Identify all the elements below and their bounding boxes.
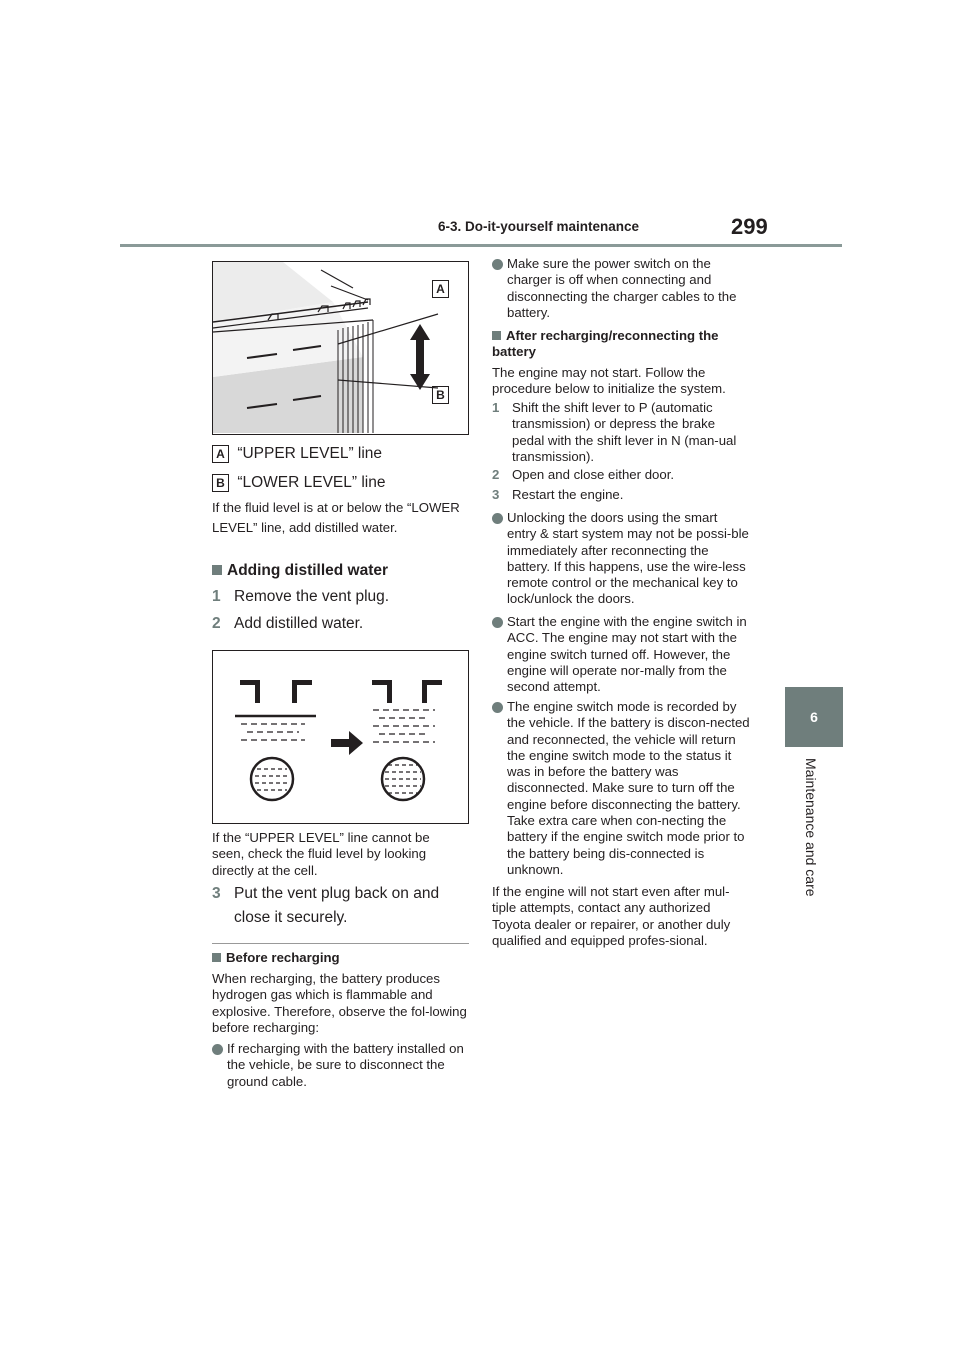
step-number: 1 — [492, 400, 500, 415]
adding-water-figure — [212, 650, 469, 824]
callout-b: B — [432, 386, 449, 404]
step-text: Shift the shift lever to P (automatic transmission) or depress the brake pedal with the shift lever in N (man-ual transmission). — [512, 400, 737, 464]
header-divider — [120, 244, 842, 247]
chapter-label: Maintenance and care — [803, 758, 819, 897]
heading-square-icon — [212, 565, 222, 575]
bullet-text: Start the engine with the engine switch in ACC. The engine may not start with the engine switch turned off. However, the engine will operate nor-mally from the second attempt. — [507, 614, 747, 695]
step-replace-plug — [212, 882, 467, 930]
recharging-text: When recharging, the battery produces hydrogen gas which is flammable and explosive. Therefore, observe the fol-lowing before recharging: — [212, 971, 467, 1035]
bullet-text: Make sure the power switch on the charger is off when connecting and disconnecting the charger cables to the battery. — [507, 256, 737, 320]
legend-lower — [212, 472, 385, 494]
battery-level-figure — [212, 261, 469, 435]
heading-square-icon — [212, 953, 221, 962]
closing-text: If the engine will not start even after mul-tiple attempts, contact any authorized Toyota dealer or repairer, or another duly qualified and equipped profes-sional. — [492, 884, 731, 948]
legend-text-a: “UPPER LEVEL” line — [237, 445, 383, 462]
after-heading — [492, 328, 750, 361]
adding-heading-text: Adding distilled water — [227, 562, 389, 579]
power-switch-bullet — [492, 256, 750, 321]
after-heading-text: After recharging/reconnecting the battery — [492, 328, 719, 360]
adding-water-illustration — [213, 651, 467, 822]
legend-upper — [212, 443, 382, 465]
step-number: 1 — [212, 588, 221, 605]
unlocking-bullet — [492, 510, 750, 608]
bullet-text: The engine switch mode is recorded by the vehicle. If the battery is discon-nected and reconnected, the vehicle will return the engine switch mode to the status it was in before the battery was disconnected. Make sure to turn off the engine before disconnecting the battery. Take extra care when con-necting the battery if the engine switch mode prior to the battery being dis-connected is unknown. — [507, 699, 750, 877]
step-number: 2 — [492, 467, 500, 482]
bullet-dot-icon — [492, 259, 503, 270]
step-text: Open and close either door. — [512, 467, 675, 482]
step-text: Remove the vent plug. — [234, 588, 390, 605]
bullet-dot-icon — [212, 1044, 223, 1055]
after-text: The engine may not start. Follow the procedure below to initialize the system. — [492, 365, 726, 397]
step-remove-plug — [212, 586, 467, 608]
legend-key-b: B — [212, 474, 229, 492]
acc-bullet — [492, 614, 750, 695]
section-title: 6-3. Do-it-yourself maintenance — [438, 219, 640, 234]
recharging-heading — [212, 950, 340, 966]
recharging-heading-text: Before recharging — [226, 950, 340, 965]
step-open-door — [492, 467, 750, 483]
bullet-text: If recharging with the battery installed on the vehicle, be sure to disconnect the ground cable. — [227, 1041, 464, 1089]
upper-level-note: If the “UPPER LEVEL” line cannot be seen, check the fluid level by looking directly at the cell. — [212, 830, 430, 878]
page-number: 299 — [731, 214, 768, 239]
step-text: Put the vent plug back on and close it securely. — [234, 885, 440, 926]
step-add-water — [212, 613, 467, 635]
step-number: 3 — [212, 885, 221, 902]
switch-mode-bullet — [492, 699, 750, 878]
step-restart-engine — [492, 487, 750, 503]
fluid-note: If the fluid level is at or below the “LOWER LEVEL” line, add distilled water. — [212, 500, 460, 535]
battery-level-illustration — [213, 262, 467, 433]
recharging-bullet — [212, 1041, 467, 1090]
callout-a: A — [432, 280, 449, 298]
step-text: Add distilled water. — [234, 615, 364, 632]
step-text: Restart the engine. — [512, 487, 624, 502]
bullet-dot-icon — [492, 513, 503, 524]
adding-heading — [212, 562, 388, 580]
step-number: 3 — [492, 487, 500, 502]
chapter-tab: 6 — [785, 687, 843, 747]
bullet-dot-icon — [492, 617, 503, 628]
legend-text-b: “LOWER LEVEL” line — [237, 474, 386, 491]
bullet-dot-icon — [492, 702, 503, 713]
legend-key-a: A — [212, 445, 229, 463]
step-shift-lever — [492, 400, 750, 465]
section-divider — [212, 943, 469, 944]
bullet-text: Unlocking the doors using the smart entry & start system may not be possi-ble immediately after reconnecting the battery. If this happens, use the wire-less remote control or the mechanical key to lock/unlock the doors. — [507, 510, 749, 607]
step-number: 2 — [212, 615, 221, 632]
heading-square-icon — [492, 331, 501, 340]
